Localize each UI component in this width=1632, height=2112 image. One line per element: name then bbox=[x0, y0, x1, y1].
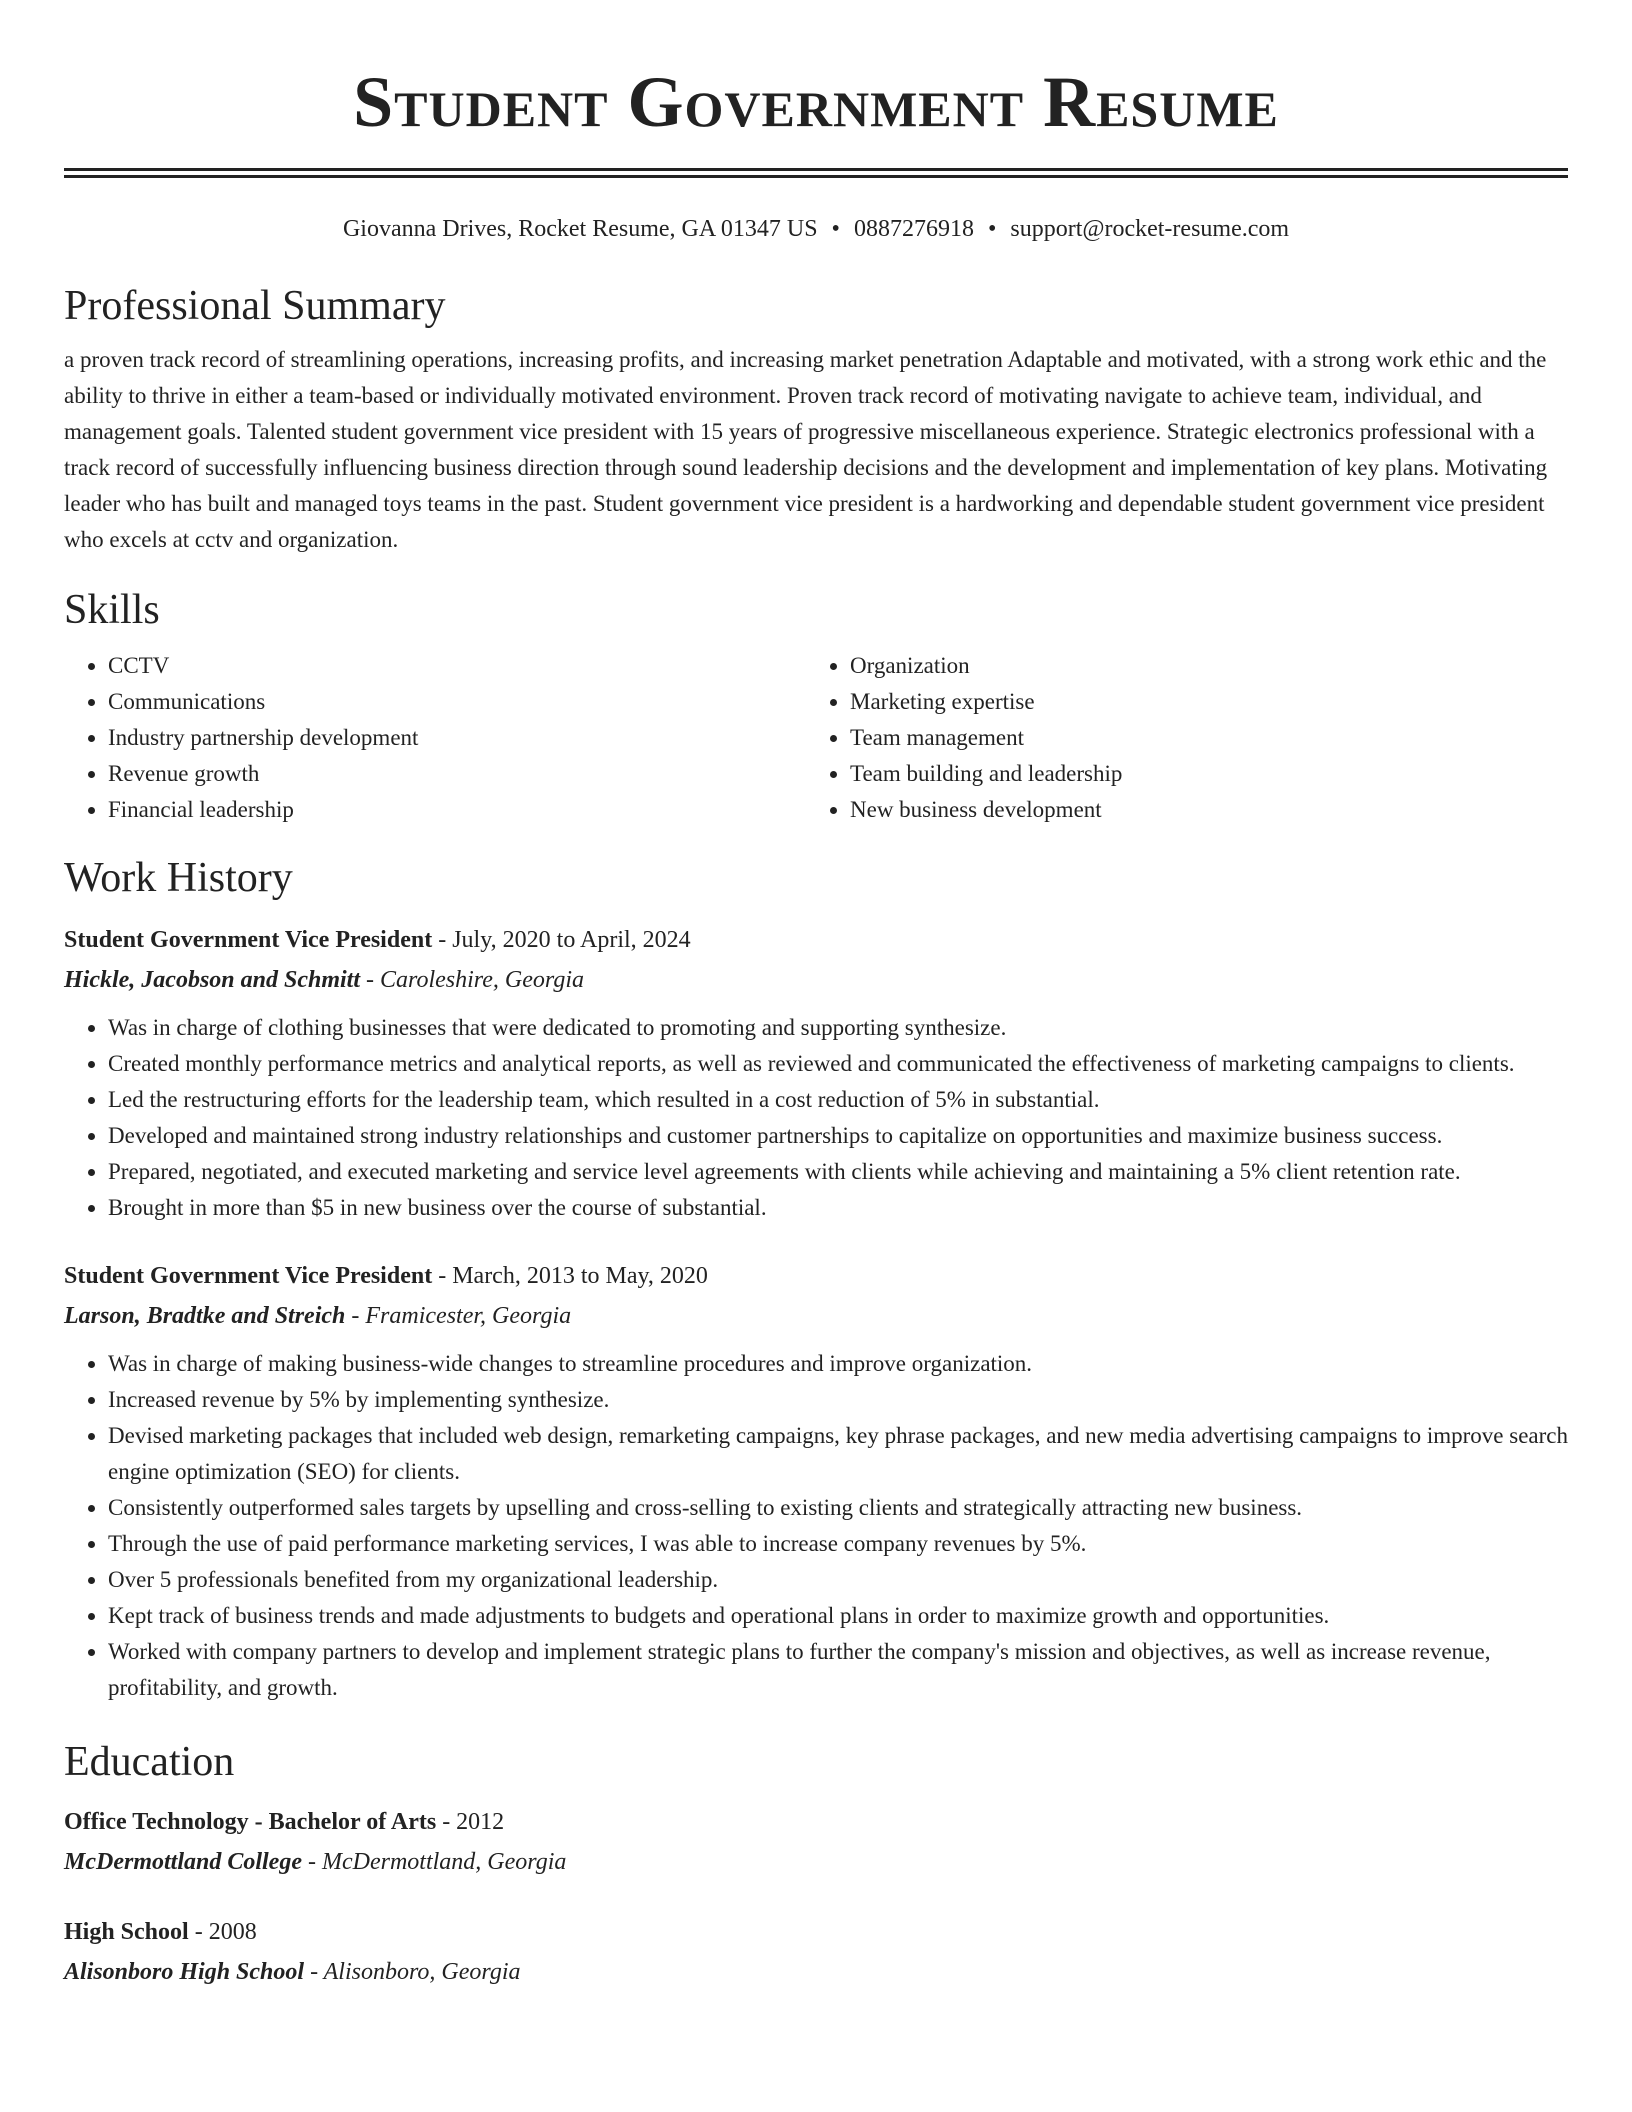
education-degree: High School bbox=[64, 1919, 189, 1945]
education-school: McDermottland College bbox=[64, 1849, 302, 1875]
contact-separator: • bbox=[831, 216, 840, 242]
skills-column-left bbox=[64, 648, 806, 828]
skill-item: • Communications bbox=[108, 684, 806, 720]
job-dates: - July, 2020 to April, 2024 bbox=[432, 927, 691, 953]
summary-text: a proven track record of streamlining operations, increasing profits, and increasing market penetration Adaptable and motivated, with a strong work ethic and the ability to thrive in either a team-based or individually motivated environment. Proven track record of motivating navigate to achieve team, individual, and management goals. Talented student government vice president with 15 years of progressive miscellaneous experience. Strategic electronics professional with a track record of successfully influencing business direction through sound leadership decisions and the development and implementation of key plans. Motivating leader who has built and managed toys teams in the past. Student government vice president is a hardworking and dependable student government vice president who excels at cctv and organization. bbox=[64, 347, 1548, 552]
job-bullet: • Kept track of business trends and made adjustments to budgets and operational plans in order to maximize growth and opportunities. bbox=[108, 1598, 1568, 1634]
education-location: - McDermottland, Georgia bbox=[301, 1849, 567, 1875]
job-title: Student Government Vice President bbox=[64, 927, 433, 953]
contact-email: support@rocket-resume.com bbox=[1010, 216, 1290, 242]
job-title-line bbox=[64, 920, 1568, 960]
work-history-heading: Work History bbox=[64, 855, 293, 901]
education-year: - 2008 bbox=[188, 1919, 257, 1945]
education-entry bbox=[64, 1802, 1568, 1882]
page-title: Student Government Resume bbox=[353, 62, 1279, 142]
education-degree: Office Technology - Bachelor of Arts bbox=[64, 1809, 437, 1835]
job-bullet: • Created monthly performance metrics and analytical reports, as well as reviewed and communicated the effectiveness of marketing campaigns to clients. bbox=[108, 1046, 1568, 1082]
job-bullet: • Increased revenue by 5% by implementing synthesize. bbox=[108, 1382, 1568, 1418]
job-bullets bbox=[64, 1010, 1568, 1226]
job-bullet: • Brought in more than $5 in new business over the course of substantial. bbox=[108, 1190, 1568, 1226]
skill-item: • Team building and leadership bbox=[850, 756, 1548, 792]
skill-item: • New business development bbox=[850, 792, 1548, 828]
job-entry bbox=[64, 1256, 1568, 1706]
job-company-line bbox=[64, 960, 1568, 1000]
job-title: Student Government Vice President bbox=[64, 1263, 433, 1289]
job-bullet: • Worked with company partners to develop and implement strategic plans to further the company's mission and objectives, as well as increase revenue, profitability, and growth. bbox=[108, 1634, 1568, 1706]
job-title-line bbox=[64, 1256, 1568, 1296]
contact-phone: 0887276918 bbox=[853, 216, 974, 242]
contact-separator: • bbox=[987, 216, 997, 242]
contact-line bbox=[64, 214, 1568, 244]
job-location: - Framicester, Georgia bbox=[345, 1303, 572, 1329]
job-entry bbox=[64, 920, 1568, 1226]
job-bullet: • Over 5 professionals benefited from my organizational leadership. bbox=[108, 1562, 1568, 1598]
job-bullet: • Prepared, negotiated, and executed marketing and service level agreements with clients while achieving and maintaining a 5% client retention rate. bbox=[108, 1154, 1568, 1190]
skill-item: • Organization bbox=[850, 648, 1548, 684]
job-bullet: • Developed and maintained strong industry relationships and customer partnerships to capitalize on opportunities and maximize business success. bbox=[108, 1118, 1568, 1154]
skills-list bbox=[64, 648, 1568, 828]
job-bullets bbox=[64, 1346, 1568, 1706]
education-school: Alisonboro High School bbox=[64, 1959, 305, 1985]
job-dates: - March, 2013 to May, 2020 bbox=[432, 1263, 708, 1289]
skill-item: • Industry partnership development bbox=[108, 720, 806, 756]
job-company: Hickle, Jacobson and Schmitt bbox=[64, 967, 361, 993]
job-company-line bbox=[64, 1296, 1568, 1336]
education-location: - Alisonboro, Georgia bbox=[304, 1959, 521, 1985]
education-heading: Education bbox=[64, 1739, 235, 1785]
job-bullet: • Consistently outperformed sales targets by upselling and cross-selling to existing clients and strategically attracting new business. bbox=[108, 1490, 1568, 1526]
skills-heading: Skills bbox=[64, 587, 160, 633]
title-divider bbox=[64, 168, 1568, 178]
education-entry bbox=[64, 1912, 1568, 1992]
education-school-line bbox=[64, 1842, 1568, 1882]
summary-heading: Professional Summary bbox=[64, 283, 446, 329]
job-bullet: • Was in charge of making business-wide changes to streamline procedures and improve organization. bbox=[108, 1346, 1568, 1382]
job-location: - Caroleshire, Georgia bbox=[360, 967, 584, 993]
education-school-line bbox=[64, 1952, 1568, 1992]
skill-item: • Revenue growth bbox=[108, 756, 806, 792]
skill-item: • Marketing expertise bbox=[850, 684, 1548, 720]
job-bullet: • Was in charge of clothing businesses that were dedicated to promoting and supporting synthesize. bbox=[108, 1010, 1568, 1046]
education-year: - 2012 bbox=[436, 1809, 505, 1835]
job-bullet: • Through the use of paid performance marketing services, I was able to increase company revenues by 5%. bbox=[108, 1526, 1568, 1562]
skill-item: • CCTV bbox=[108, 648, 806, 684]
contact-address: Giovanna Drives, Rocket Resume, GA 01347 US bbox=[342, 216, 818, 242]
job-company: Larson, Bradtke and Streich bbox=[64, 1303, 346, 1329]
skill-item: • Financial leadership bbox=[108, 792, 806, 828]
skill-item: • Team management bbox=[850, 720, 1548, 756]
education-degree-line bbox=[64, 1802, 1568, 1842]
job-bullet: • Devised marketing packages that included web design, remarketing campaigns, key phrase packages, and new media advertising campaigns to improve search engine optimization (SEO) for clients. bbox=[108, 1418, 1568, 1490]
skills-column-right bbox=[806, 648, 1548, 828]
job-bullet: • Led the restructuring efforts for the leadership team, which resulted in a cost reduction of 5% in substantial. bbox=[108, 1082, 1568, 1118]
education-degree-line bbox=[64, 1912, 1568, 1952]
